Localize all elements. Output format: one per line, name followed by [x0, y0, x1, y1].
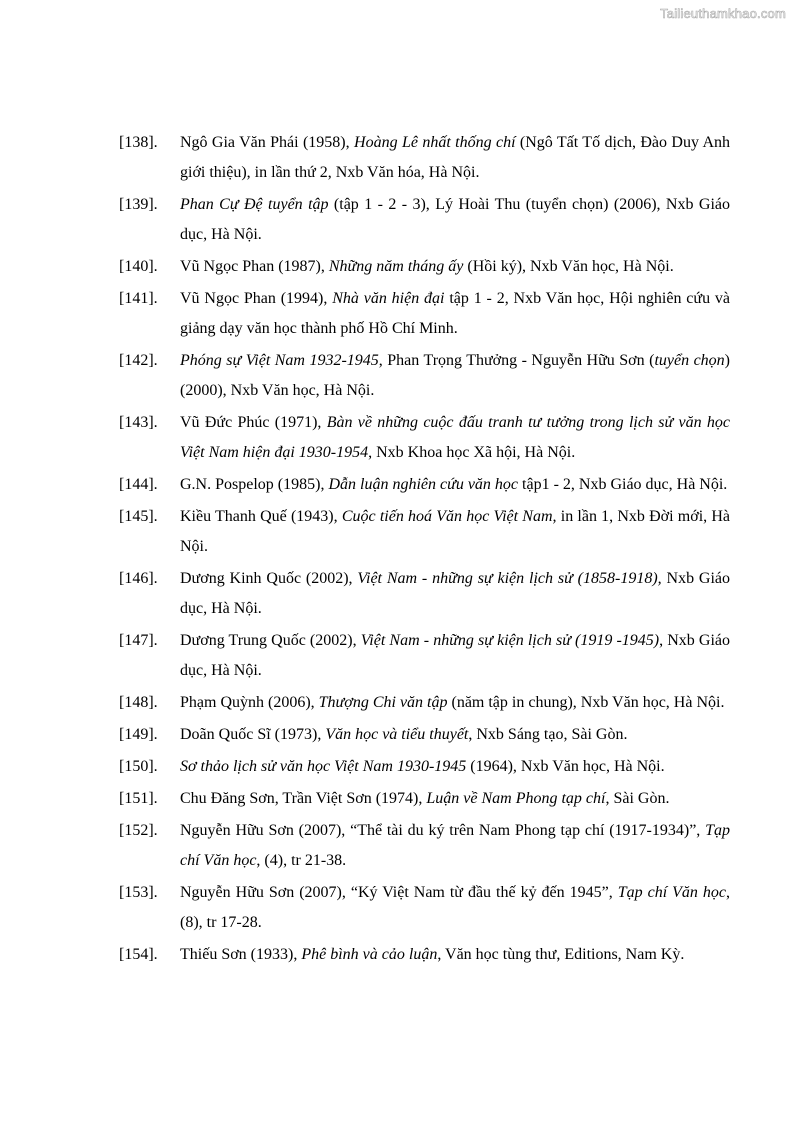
- reference-number: [152].: [119, 822, 158, 839]
- reference-segment: in lần 1, Nxb Đời mới, Hà Nội.: [180, 508, 731, 555]
- reference-item: [0, 502, 794, 562]
- reference-segment: Nguyễn Hữu Sơn (2007), “Ký Việt Nam từ đầu thế kỷ đến 1945”,: [180, 884, 618, 901]
- reference-segment: Kiều Thanh Quế (1943),: [180, 508, 342, 525]
- reference-segment: Vũ Đức Phúc (1971),: [180, 414, 327, 431]
- reference-segment: (1964), Nxb Văn học, Hà Nội.: [466, 758, 665, 775]
- reference-number: [154].: [119, 946, 158, 963]
- reference-item: [0, 626, 794, 686]
- reference-text: [180, 564, 730, 624]
- reference-title: Phan Cự Đệ tuyển tập: [180, 196, 329, 213]
- reference-text: [180, 128, 730, 188]
- reference-segment: , (4), tr 21-38.: [256, 852, 347, 869]
- reference-segment: Dương Trung Quốc (2002),: [180, 632, 361, 649]
- reference-segment: , (8), tr 17-28.: [180, 884, 730, 931]
- reference-segment: Nguyễn Hữu Sơn (2007), “Thể tài du ký trên Nam Phong tạp chí (1917-1934)”,: [180, 822, 706, 839]
- reference-item: [0, 878, 794, 938]
- reference-segment: tập 1 - 2, Nxb Văn học, Hội nghiên cứu và giảng dạy văn học thành phố Hồ Chí Minh.: [180, 290, 731, 337]
- reference-text: [180, 470, 730, 500]
- reference-text: [180, 408, 730, 468]
- reference-item: [0, 252, 794, 282]
- reference-segment: , Nxb Giáo dục, Hà Nội.: [180, 632, 731, 679]
- reference-item: [0, 128, 794, 188]
- reference-segment: Chu Đăng Sơn, Trần Việt Sơn (1974),: [180, 790, 427, 807]
- reference-number: [138].: [119, 134, 158, 151]
- reference-text: [180, 720, 730, 750]
- reference-number: [141].: [119, 290, 158, 307]
- reference-text: [180, 626, 730, 686]
- reference-item: [0, 190, 794, 250]
- reference-title: tuyển chọn: [654, 352, 725, 369]
- reference-number: [145].: [119, 508, 158, 525]
- reference-number: [148].: [119, 694, 158, 711]
- reference-segment: Dương Kinh Quốc (2002),: [180, 570, 358, 587]
- reference-number: [149].: [119, 726, 158, 743]
- reference-number: [144].: [119, 476, 158, 493]
- reference-title: Hoàng Lê nhất thống chí: [354, 134, 516, 151]
- reference-title: Sơ thảo lịch sử văn học Việt Nam 1930-1945: [180, 758, 467, 775]
- reference-segment: Ngô Gia Văn Phái (1958),: [180, 134, 355, 151]
- reference-title: Phóng sự Việt Nam 1932-1945: [180, 352, 379, 369]
- reference-segment: ) (2000), Nxb Văn học, Hà Nội.: [180, 352, 730, 399]
- reference-item: [0, 784, 794, 814]
- reference-title: Văn học và tiểu thuyết: [325, 726, 469, 743]
- reference-number: [150].: [119, 758, 158, 775]
- reference-segment: Vũ Ngọc Phan (1994),: [180, 290, 333, 307]
- reference-title: Cuộc tiến hoá Văn học Việt Nam,: [341, 508, 557, 525]
- reference-item: [0, 752, 794, 782]
- reference-title: Nhà văn hiện đại: [332, 290, 445, 307]
- reference-title: Phê bình và cảo luận: [301, 946, 438, 963]
- reference-segment: , Văn học tùng thư, Editions, Nam Kỳ.: [437, 946, 685, 963]
- reference-text: [180, 816, 730, 876]
- reference-title: Việt Nam - những sự kiện lịch sử (1919 -1945): [360, 632, 660, 649]
- reference-title: Việt Nam - những sự kiện lịch sử (1858-1918),: [357, 570, 662, 587]
- reference-text: [180, 190, 730, 250]
- reference-text: [180, 252, 730, 282]
- reference-title: Dẫn luận nghiên cứu văn học: [328, 476, 519, 493]
- reference-segment: , Sài Gòn.: [605, 790, 670, 807]
- reference-text: [180, 284, 730, 344]
- reference-text: [180, 688, 730, 718]
- reference-text: [180, 784, 730, 814]
- reference-segment: G.N. Pospelop (1985),: [180, 476, 329, 493]
- reference-item: [0, 470, 794, 500]
- reference-title: Tạp chí Văn học: [180, 822, 730, 869]
- reference-segment: (Hồi ký), Nxb Văn học, Hà Nội.: [463, 258, 674, 275]
- reference-segment: Doãn Quốc Sĩ (1973),: [180, 726, 326, 743]
- reference-title: Tạp chí Văn học: [617, 884, 726, 901]
- reference-item: [0, 564, 794, 624]
- reference-number: [153].: [119, 884, 158, 901]
- reference-text: [180, 752, 730, 782]
- reference-number: [139].: [119, 196, 158, 213]
- reference-segment: (Ngô Tất Tố dịch, Đào Duy Anh giới thiệu), in lần thứ 2, Nxb Văn hóa, Hà Nội.: [180, 134, 731, 181]
- reference-segment: tập1 - 2, Nxb Giáo dục, Hà Nội.: [518, 476, 728, 493]
- reference-title: Thượng Chi văn tập: [318, 694, 448, 711]
- reference-segment: (năm tập in chung), Nxb Văn học, Hà Nội.: [447, 694, 725, 711]
- watermark: Tailieuthamkhao.com: [660, 6, 786, 21]
- reference-segment: , Nxb Sáng tạo, Sài Gòn.: [468, 726, 628, 743]
- reference-number: [146].: [119, 570, 158, 587]
- reference-text: [180, 940, 730, 970]
- reference-item: [0, 816, 794, 876]
- reference-item: [0, 940, 794, 970]
- reference-number: [147].: [119, 632, 158, 649]
- reference-segment: , Nxb Khoa học Xã hội, Hà Nội.: [368, 444, 576, 461]
- reference-number: [151].: [119, 790, 158, 807]
- reference-segment: (tập 1 - 2 - 3), Lý Hoài Thu (tuyển chọn) (2006), Nxb Giáo dục, Hà Nội.: [180, 196, 730, 243]
- reference-number: [143].: [119, 414, 158, 431]
- reference-title: Luận về Nam Phong tạp chí: [426, 790, 606, 807]
- reference-title: Những năm tháng ấy: [328, 258, 464, 275]
- reference-text: [180, 346, 730, 406]
- reference-item: [0, 688, 794, 718]
- reference-segment: Vũ Ngọc Phan (1987),: [180, 258, 329, 275]
- reference-item: [0, 720, 794, 750]
- reference-number: [142].: [119, 352, 158, 369]
- reference-segment: Nxb Giáo dục, Hà Nội.: [180, 570, 731, 617]
- reference-number: [140].: [119, 258, 158, 275]
- reference-segment: Phạm Quỳnh (2006),: [180, 694, 319, 711]
- reference-item: [0, 408, 794, 468]
- reference-list: [0, 128, 794, 972]
- reference-text: [180, 502, 730, 562]
- reference-text: [180, 878, 730, 938]
- reference-title: Bàn về những cuộc đấu tranh tư tưởng trong lịch sử văn học Việt Nam hiện đại 1930-1954: [180, 414, 730, 461]
- reference-item: [0, 284, 794, 344]
- reference-segment: , Phan Trọng Thưởng - Nguyễn Hữu Sơn (: [378, 352, 655, 369]
- reference-segment: Thiếu Sơn (1933),: [180, 946, 302, 963]
- reference-item: [0, 346, 794, 406]
